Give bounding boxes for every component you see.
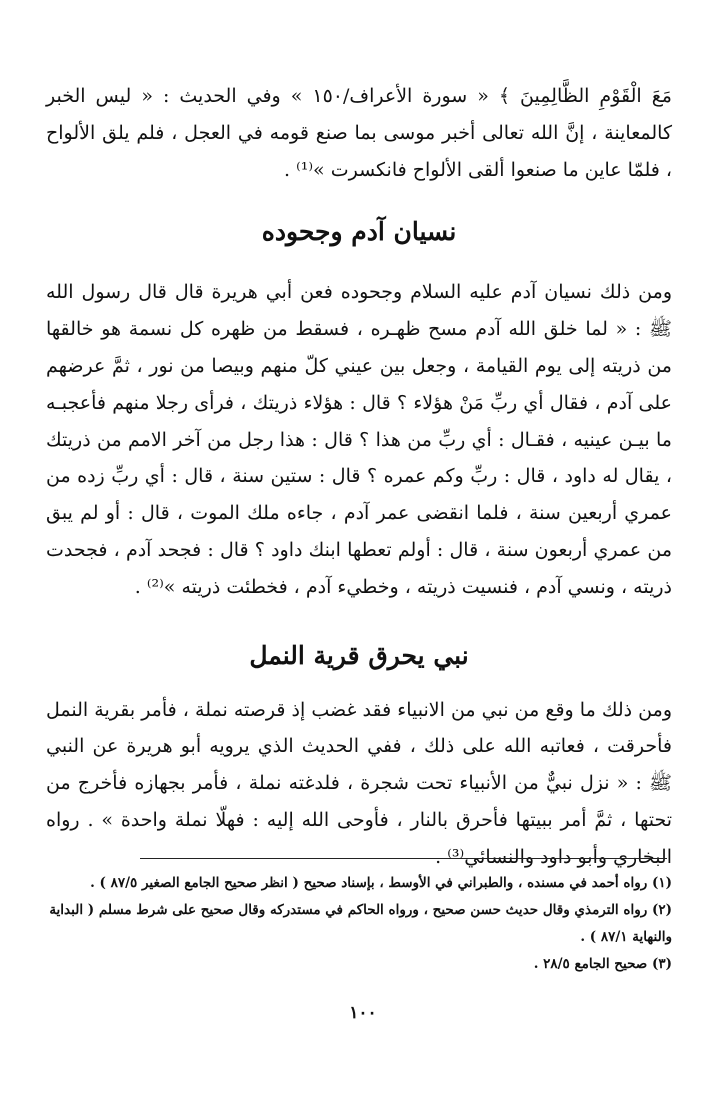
footnote-3: (٣) صحيح الجامع ٢٨/٥ . (533, 956, 672, 972)
paragraph-adam: ومن ذلك نسيان آدم عليه السلام وجحوده فعن أبي هريرة قال قال رسول الله ﷺ : « لما خلق الله آدم مسح ظهـره ، فسقط من ظهره كل نسمة هو خالقها من ذريته إلى يوم القيامة ، وجعل بين عيني كلّ منهم وبيصا من نور ، ثمَّ عرضهم على آدم ، فقال أي ربِّ مَنْ هؤلاء ؟ قال : هؤلاء ذريتك ، فرأى رجلا منهم فأعجبـه ما بيـن عينيه ، فقـال : أي ربِّ من هذا ؟ قال : هذا رجل من آخر الامم من ذريتك ، يقال له داود ، قال : ربِّ وكم عمره ؟ قال : ستين سنة ، قال : أي ربِّ زده من عمري أربعين سنة ، فلما انقضى عمر آدم ، جاءه ملك الموت ، قال : أو لم يبق من عمري أربعون سنة ، قال : أولم تعطها ابنك داود ؟ قال : فجحد آدم ، فجحدت ذريته ، ونسي آدم ، فنسيت ذريته ، وخطيء آدم ، فخطئت ذريته »⁽²⁾ . (46, 281, 672, 598)
page-body (46, 78, 672, 876)
footnote-divider (140, 858, 667, 859)
paragraph-intro: مَعَ الْقَوْمِ الظَّالِمِينَ ﴾ « سورة الأعراف/١٥٠ » وفي الحديث : « ليس الخبر كالمعاينة ، إنَّ الله تعالى أخبر موسى بما صنع قومه في العجل ، فلم يلق الألواح ، فلمّا عاين ما صنعوا ألقى الألواح فانكسرت »⁽¹⁾ . (46, 85, 672, 181)
paragraph-ants: ومن ذلك ما وقع من نبي من الانبياء فقد غضب إذ قرصته نملة ، فأمر بقرية النمل فأحرقت ، فعاتبه الله على ذلك ، ففي الحديث الذي يرويه أبو هريرة عن النبي ﷺ : « نزل نبيٌّ من الأنبياء تحت شجرة ، فلدغته نملة ، فأمر بجهازه فأخرج من تحتها ، ثمَّ أمر ببيتها فأحرق بالنار ، فأوحى الله إليه : فهلّا نملة واحدة » . رواه البخاري وأبو داود والنسائي⁽³⁾ . (46, 698, 672, 868)
footnote-2: (٢) رواه الترمذي وقال حديث حسن صحيح ، ورواه الحاكم في مستدركه وقال صحيح على شرط مسلم ( البداية والنهاية ٨٧/١ ) . (49, 902, 672, 945)
footnotes (46, 870, 672, 978)
page-number: ١٠٠ (349, 1003, 377, 1023)
section-heading-ants: نبي يحرق قرية النمل (249, 640, 469, 670)
section-heading-adam: نسيان آدم وجحوده (261, 217, 457, 247)
footnote-1: (١) رواه أحمد في مسنده ، والطبراني في الأوسط ، بإسناد صحيح ( انظر صحيح الجامع الصغير ٨٧/٥ ) . (90, 875, 672, 891)
